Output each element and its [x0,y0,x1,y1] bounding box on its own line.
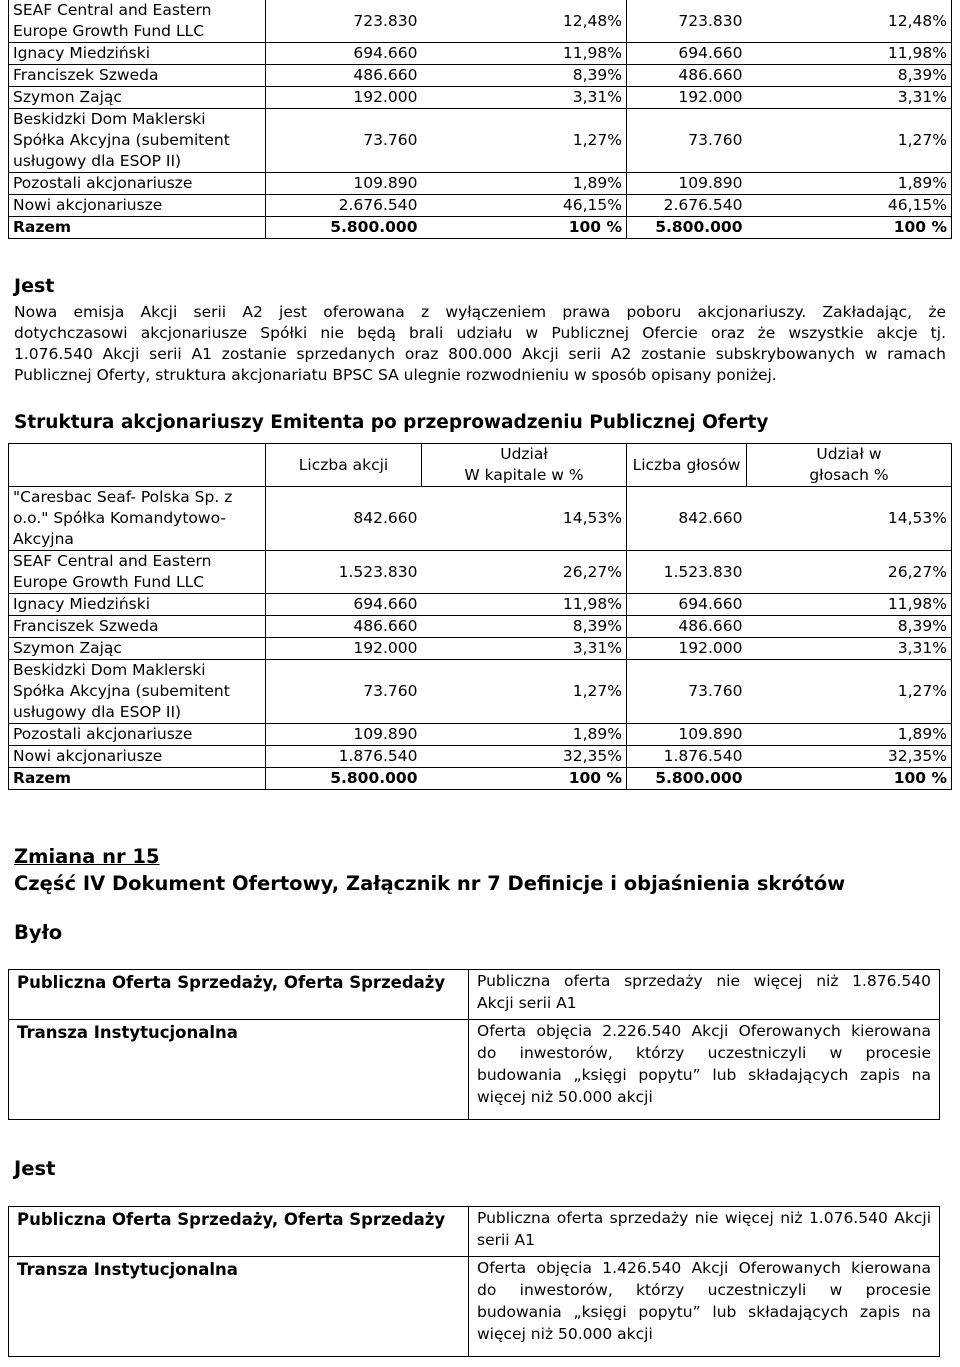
definition-term: Publiczna Oferta Sprzedaży, Oferta Sprzedaży [9,970,469,1020]
definition-description [469,970,940,1020]
header-capital-percent-line: W kapitale w % [464,466,584,484]
shares-count: 73.760 [266,109,422,173]
votes-percent: 11,98% [747,43,952,65]
table-row [9,616,952,638]
total-row [9,768,952,790]
total-votes-percent: 100 % [747,768,952,790]
votes-count: 1.876.540 [627,746,747,768]
shareholder-name [9,551,266,594]
votes-percent: 8,39% [747,65,952,87]
definition-row [9,1020,940,1120]
table-header-row [9,444,952,487]
shares-count: 486.660 [266,616,422,638]
header-capital-percent-line: Udział [500,445,548,463]
shareholder-table-before [8,0,952,239]
votes-percent: 11,98% [747,594,952,616]
header-shares-line: Liczba akcji [298,455,389,474]
shareholder-name [9,43,266,65]
total-votes: 5.800.000 [627,217,747,239]
table-row [9,195,952,217]
table-row [9,594,952,616]
capital-percent: 8,39% [422,65,627,87]
votes-percent: 1,27% [747,660,952,724]
definition-term: Transza Instytucjonalna [9,1020,469,1120]
shareholder-name-line: Pozostali akcjonariusze [13,174,193,192]
shareholder-name-line: Franciszek Szweda [13,617,159,635]
shareholder-name-line: "Caresbac Seaf- Polska Sp. z [13,488,233,506]
capital-percent: 46,15% [422,195,627,217]
shareholder-name [9,109,266,173]
table-row [9,0,952,43]
shareholder-name-line: Akcyjna [13,530,74,548]
definition-description-line: Publiczna oferta sprzedaży nie więcej niż 1.076.540 Akcji [477,1209,931,1227]
definitions-table-after [8,1206,940,1357]
table-row [9,551,952,594]
shares-count: 73.760 [266,660,422,724]
paragraph-line: dotychczasowi akcjonariusze Spółki nie będą brali udziału w Publicznej Ofercie oraz że wszystkie akcje tj. [14,324,946,342]
definition-description-line: więcej niż 50.000 akcji [477,1088,653,1106]
capital-percent: 1,27% [422,660,627,724]
shares-count: 1.876.540 [266,746,422,768]
definition-row [9,970,940,1020]
capital-percent: 8,39% [422,616,627,638]
header-votes-percent-line: głosach % [809,466,889,484]
votes-percent: 1,89% [747,173,952,195]
shareholder-name-line: Beskidzki Dom Maklerski [13,110,206,128]
shareholder-name-line: usługowy dla ESOP II) [13,152,182,170]
shares-count: 486.660 [266,65,422,87]
shareholder-name-line: Franciszek Szweda [13,66,159,84]
definition-description [469,1020,940,1120]
change-subtitle: Część IV Dokument Ofertowy, Załącznik nr 7 Definicje i objaśnienia skrótów [14,872,846,895]
shares-count: 109.890 [266,173,422,195]
header-votes-percent-line: Udział w [816,445,882,463]
shareholder-name [9,487,266,551]
shareholder-name [9,724,266,746]
shareholder-table-after [8,443,952,790]
votes-percent: 12,48% [747,0,952,43]
shareholder-name [9,594,266,616]
definition-description-line: Oferta objęcia 1.426.540 Akcji Oferowanych kierowana [477,1259,931,1277]
shareholder-name [9,173,266,195]
capital-percent: 11,98% [422,43,627,65]
votes-count: 109.890 [627,724,747,746]
shares-count: 723.830 [266,0,422,43]
shareholder-name-line: Europe Growth Fund LLC [13,573,205,591]
shareholder-name [9,616,266,638]
capital-percent: 32,35% [422,746,627,768]
votes-count: 109.890 [627,173,747,195]
shareholder-name-line: Ignacy Miedziński [13,595,151,613]
votes-count: 73.760 [627,660,747,724]
shares-count: 192.000 [266,638,422,660]
jest-paragraph [14,302,946,386]
total-votes-percent: 100 % [747,217,952,239]
votes-percent: 1,89% [747,724,952,746]
shareholder-name [9,746,266,768]
shareholder-name-line: SEAF Central and Eastern [13,552,212,570]
capital-percent: 3,31% [422,87,627,109]
definition-description-line: Publiczna oferta sprzedaży nie więcej niż 1.876.540 [477,972,931,990]
header-capital-percent [422,444,627,487]
shareholder-name [9,638,266,660]
votes-count: 723.830 [627,0,747,43]
definition-description-line: Akcji serii A1 [477,994,577,1012]
paragraph-line: Publicznej Oferty, struktura akcjonariatu BPSC SA ulegnie rozwodnieniu w sposób opisany poniżej. [14,366,777,384]
total-capital-percent: 100 % [422,768,627,790]
votes-percent: 1,27% [747,109,952,173]
change-title: Zmiana nr 15 [14,845,160,868]
capital-percent: 1,27% [422,109,627,173]
capital-percent: 1,89% [422,724,627,746]
shareholder-name [9,660,266,724]
shareholder-name-line: Szymon Zając [13,88,122,106]
table-row [9,109,952,173]
shareholder-name-line: Europe Growth Fund LLC [13,22,205,40]
table-row [9,638,952,660]
shareholder-name-line: Ignacy Miedziński [13,44,151,62]
table-row [9,173,952,195]
shares-count: 842.660 [266,487,422,551]
definition-term: Publiczna Oferta Sprzedaży, Oferta Sprzedaży [9,1207,469,1257]
definition-description [469,1257,940,1357]
definition-description-line: serii A1 [477,1231,535,1249]
shareholder-name [9,65,266,87]
shares-count: 694.660 [266,594,422,616]
shareholder-name-line: Beskidzki Dom Maklerski [13,661,206,679]
definition-description-line: do inwestorów, którzy uczestniczyli w procesie [477,1044,931,1062]
votes-count: 694.660 [627,594,747,616]
votes-count: 2.676.540 [627,195,747,217]
table2-title: Struktura akcjonariuszy Emitenta po przeprowadzeniu Publicznej Oferty [14,412,769,433]
shareholder-name-line: Nowi akcjonariusze [13,747,163,765]
table-row [9,746,952,768]
votes-percent: 26,27% [747,551,952,594]
total-label: Razem [9,768,266,790]
definitions-table-before [8,969,940,1120]
definition-term: Transza Instytucjonalna [9,1257,469,1357]
votes-count: 486.660 [627,616,747,638]
shareholder-name [9,0,266,43]
table-row [9,87,952,109]
votes-count: 842.660 [627,487,747,551]
votes-percent: 3,31% [747,638,952,660]
shareholder-name-line: Nowi akcjonariusze [13,196,163,214]
header-votes-percent [747,444,952,487]
paragraph-line: 1.076.540 Akcji serii A1 zostanie sprzedanych oraz 800.000 Akcji serii A2 zostanie subskrybowanych w ramach [14,345,946,363]
section-heading-bylo: Było [14,921,63,944]
section-heading-jest: Jest [14,275,55,297]
definition-row [9,1207,940,1257]
table-row [9,43,952,65]
header-blank [9,444,266,487]
shares-count: 694.660 [266,43,422,65]
votes-percent: 14,53% [747,487,952,551]
paragraph-line: Nowa emisja Akcji serii A2 jest oferowana z wyłączeniem prawa poboru akcjonariuszy. Zakładając, że [14,303,946,321]
votes-percent: 3,31% [747,87,952,109]
definition-description [469,1207,940,1257]
votes-count: 486.660 [627,65,747,87]
definition-description-line: Oferta objęcia 2.226.540 Akcji Oferowanych kierowana [477,1022,931,1040]
definition-description-line: więcej niż 50.000 akcji [477,1325,653,1343]
shareholder-name-line: Spółka Akcyjna (subemitent [13,682,230,700]
shareholder-name-line: Spółka Akcyjna (subemitent [13,131,230,149]
definition-description-line: do inwestorów, którzy uczestniczyli w procesie [477,1281,931,1299]
definition-description-line: budowania „księgi popytu” lub składających zapis na [477,1303,931,1321]
header-shares [266,444,422,487]
votes-count: 694.660 [627,43,747,65]
shares-count: 2.676.540 [266,195,422,217]
header-votes-line: Liczba głosów [632,455,741,474]
votes-percent: 8,39% [747,616,952,638]
votes-percent: 32,35% [747,746,952,768]
votes-percent: 46,15% [747,195,952,217]
shareholder-name-line: SEAF Central and Eastern [13,1,212,19]
votes-count: 192.000 [627,638,747,660]
shareholder-name-line: o.o." Spółka Komandytowo- [13,509,226,527]
votes-count: 73.760 [627,109,747,173]
capital-percent: 12,48% [422,0,627,43]
total-row [9,217,952,239]
section-heading-jest-definitions: Jest [14,1157,56,1180]
votes-count: 1.523.830 [627,551,747,594]
shareholder-name [9,87,266,109]
total-votes: 5.800.000 [627,768,747,790]
capital-percent: 1,89% [422,173,627,195]
shareholder-name-line: usługowy dla ESOP II) [13,703,182,721]
shares-count: 1.523.830 [266,551,422,594]
table-row [9,724,952,746]
shareholder-name-line: Pozostali akcjonariusze [13,725,193,743]
table-row [9,487,952,551]
capital-percent: 14,53% [422,487,627,551]
votes-count: 192.000 [627,87,747,109]
definition-row [9,1257,940,1357]
total-shares: 5.800.000 [266,217,422,239]
capital-percent: 26,27% [422,551,627,594]
total-label: Razem [9,217,266,239]
shareholder-name-line: Szymon Zając [13,639,122,657]
capital-percent: 11,98% [422,594,627,616]
shares-count: 192.000 [266,87,422,109]
definition-description-line: budowania „księgi popytu” lub składających zapis na [477,1066,931,1084]
table-row [9,65,952,87]
header-votes [627,444,747,487]
shares-count: 109.890 [266,724,422,746]
table-row [9,660,952,724]
total-shares: 5.800.000 [266,768,422,790]
capital-percent: 3,31% [422,638,627,660]
shareholder-name [9,195,266,217]
total-capital-percent: 100 % [422,217,627,239]
